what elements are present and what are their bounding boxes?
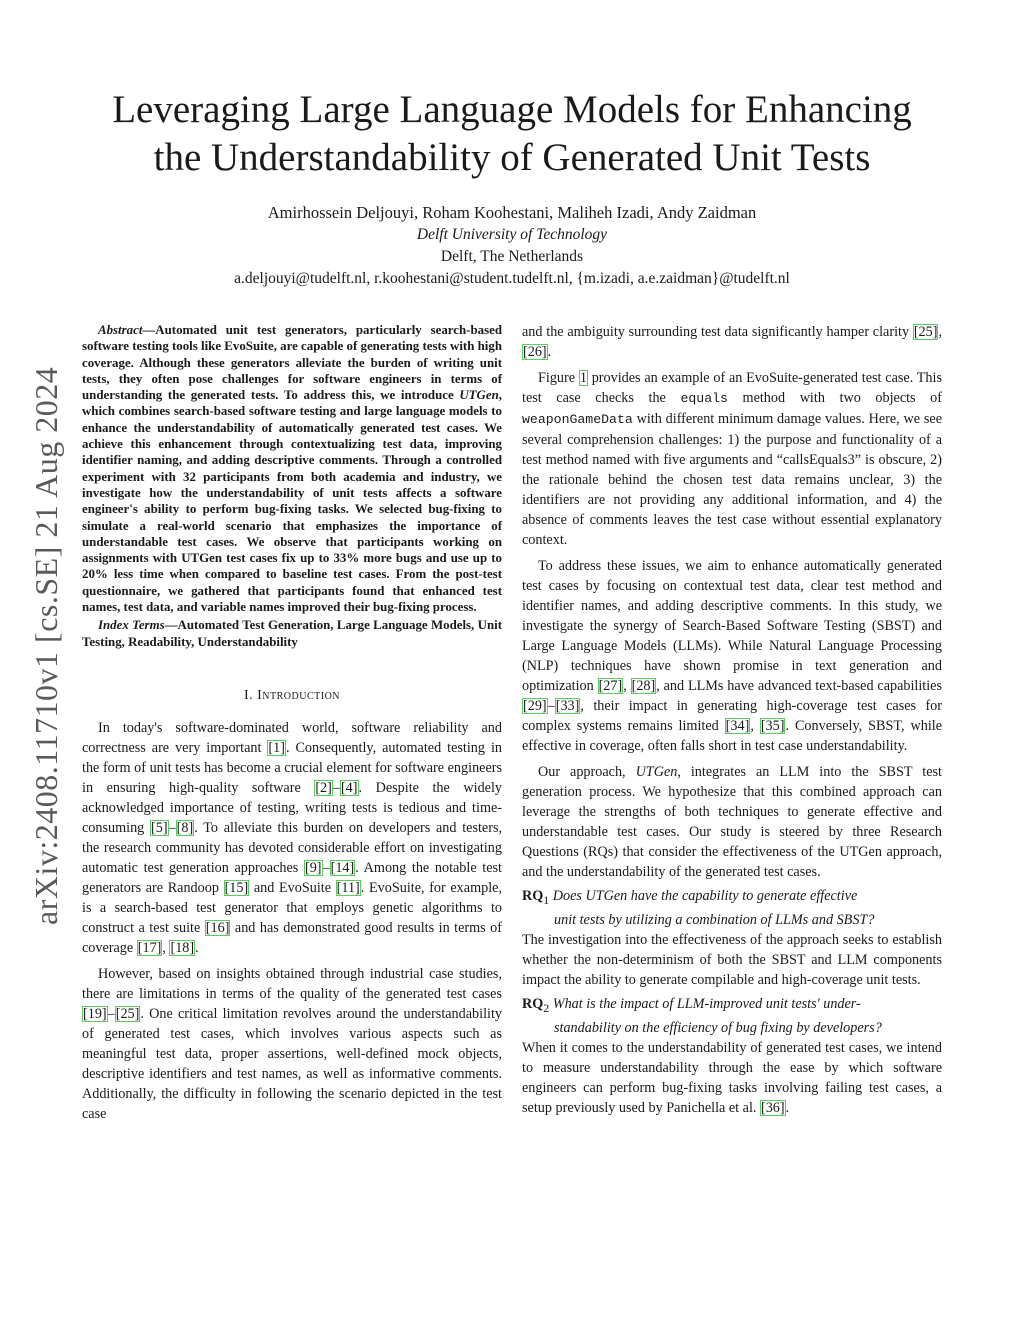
citation-link[interactable]: [25] [115,1005,140,1022]
citation-link[interactable]: [15] [224,879,249,896]
section-heading: I. Introduction [243,687,341,703]
right-paragraph-1: and the ambiguity surrounding test data significantly hamper clarity [25], [26]. [522,324,942,360]
affiliation: Delft University of Technology [416,226,608,243]
citation-link[interactable]: [11] [336,879,360,896]
paper-title [60,86,964,182]
citation-link[interactable]: [27] [598,678,623,694]
right-column [522,322,942,1118]
citation-link[interactable]: [26] [523,344,547,360]
arxiv-identifier: arXiv:2408.11710v1 [cs.SE] 21 Aug 2024 [28,366,64,925]
abstract: Abstract—Automated unit test generators, particularly search-based software testing tools like EvoSuite, are capable of generating tests with high coverage. Although these generators alleviate the burden of writing unit tests, they often pose challenges for software engineers in terms of understanding the generated tests. To address this, we introduce UTGen, which combines search-based software testing and large language models to enhance the understandability of automatically generated test cases. We achieve this enhancement through contextualizing test data, improving identifier naming, and adding descriptive comments. Through a controlled experiment with 32 participants from both academia and industry, we investigate how the understandability of unit tests affects a software engineer's ability to perform bug-fixing tasks. We selected bug-fixing to simulate a real-world scenario that emphasizes the importance of understandable test cases. We observe that participants working on assignments with UTGen test cases fix up to 33% more bugs and use up to 20% less time when compared to baseline test cases. From the post-test questionnaire, we gathered that participants found that enhanced test names, test data, and variable names improved their bug-fixing process. [82,323,502,615]
citation-link[interactable]: [25] [913,324,938,340]
research-question-1: $RQ_1$ Does UTGen have the capability to generate effective unit tests by utilizing a combination of LLMs and SBST? The investigation into the effectiveness of the approach seeks to establish whether the non-determinism of both the SBST and LLM components impact the ability to generate compilable and high-coverage unit tests. [522,888,942,988]
code-weapon-game-data: weaponGameData [522,412,633,427]
author-block [60,202,964,290]
left-column [82,322,502,1124]
author-emails: a.deljouyi@tudelft.nl, r.koohestani@student.tudelft.nl, {m.izadi, a.e.zaidman}@tudelft.nl [234,270,790,287]
location: Delft, The Netherlands [440,248,584,265]
author-names: Amirhossein Deljouyi, Roham Koohestani, Maliheh Izadi, Andy Zaidman [267,203,757,222]
right-paragraph-4: Our approach, UTGen, integrates an LLM into the SBST test generation process. We hypothesize that this combined approach can leverage the strengths of both techniques to generate effective and understandable test cases. Our study is steered by three Research Questions (RQs) that consider the effectiveness of the UTGen approach, and the understandability of the generated test cases. [522,764,942,880]
index-terms: Index Terms—Automated Test Generation, Large Language Models, Unit Testing, Readability, Understandability [82,618,502,649]
title-line-2: the Understandability of Generated Unit Tests [153,136,871,179]
citation-link[interactable]: [33] [555,698,580,714]
citation-link[interactable]: [4] [340,779,358,796]
citation-link[interactable]: [34] [725,718,750,734]
right-paragraph-2: Figure 1 provides an example of an EvoSuite-generated test case. This test case checks the equals method with two objects of weaponGameData with different minimum damage values. Here, we see several comprehension challenges: 1) the purpose and functionality of a test method named with five arguments and “callsEquals3” is obscure, 2) the rationale behind the chosen test data remains unclear, 3) the identifiers are not providing any additional information, and 4) the absence of comments leaves the test case without essential explanatory context. [522,370,942,548]
citation-link[interactable]: [35] [760,718,785,734]
citation-link[interactable]: [17] [137,939,162,956]
research-question-2: $RQ_2$ What is the impact of LLM-improved unit tests' under- standability on the efficiency of bug fixing by developers? When it comes to the understandability of generated test cases, we intend to measure understandability through the ease by which software engineers can perform bug-fixing tasks involving failing test cases, a setup previously used by Panichella et al. [36]. [522,995,942,1116]
citation-link[interactable]: [5] [151,819,168,836]
citation-link[interactable]: [19] [83,1005,107,1022]
citation-link[interactable]: [14] [330,859,355,876]
citation-link[interactable]: [16] [205,919,230,936]
citation-link[interactable]: [36] [760,1099,785,1116]
intro-paragraph-1: In today's software-dominated world, software reliability and correctness are very important [1]. Consequently, automated testing in the form of unit tests has become a crucial element for software engineers in ensuring high-quality software [2]–[4]. Despite the widely acknowledged importance of testing, writing tests is tedious and time-consuming [5]–[8]. To alleviate this burden on developers and testers, the research community has devoted considerable effort on investigating automatic test generation approaches [9]–[14]. Among the notable test generators are Randoop [15] and EvoSuite [11]. EvoSuite, for example, is a search-based test generator that employs genetic algorithms to construct a test suite [16] and has demonstrated good results in terms of coverage [17], [18]. [82,719,503,956]
citation-link[interactable]: [29] [523,698,547,714]
citation-link[interactable]: [2] [315,779,332,796]
right-paragraph-3: To address these issues, we aim to enhance automatically generated test cases by focusing on contextual test data, clear test method and identifier names, and adding descriptive comments. In this study, we investigate the synergy of Search-Based Software Testing (SBST) and Large Language Models (LLMs). While Natural Language Processing (NLP) techniques have shown promise in text generation and optimization [27], [28], and LLMs have advanced text-based capabilities [29]–[33], their impact in generating high-coverage test cases for complex systems remains limited [34], [35]. Conversely, SBST, while effective in coverage, often falls short in test case understandability. [522,558,943,754]
citation-link[interactable]: [1] [268,739,285,756]
code-equals: equals [680,391,728,406]
title-line-1: Leveraging Large Language Models for Enhancing [112,88,912,131]
citation-link[interactable]: [9] [304,859,322,876]
citation-link[interactable]: [28] [631,678,656,694]
citation-link[interactable]: [18] [170,939,195,956]
intro-paragraph-2: However, based on insights obtained through industrial case studies, there are limitations in terms of the quality of the generated test cases [19]–[25]. One critical limitation revolves around the understandability of generated test cases, which involves various aspects such as meaningful test data, proper assertions, well-defined mock objects, descriptive identifiers and test names, as well as informative comments. Additionally, the difficulty in following the scenario depicted in the test case [82,965,502,1122]
citation-link[interactable]: [8] [176,819,194,836]
figure-link[interactable]: 1 [579,370,587,386]
